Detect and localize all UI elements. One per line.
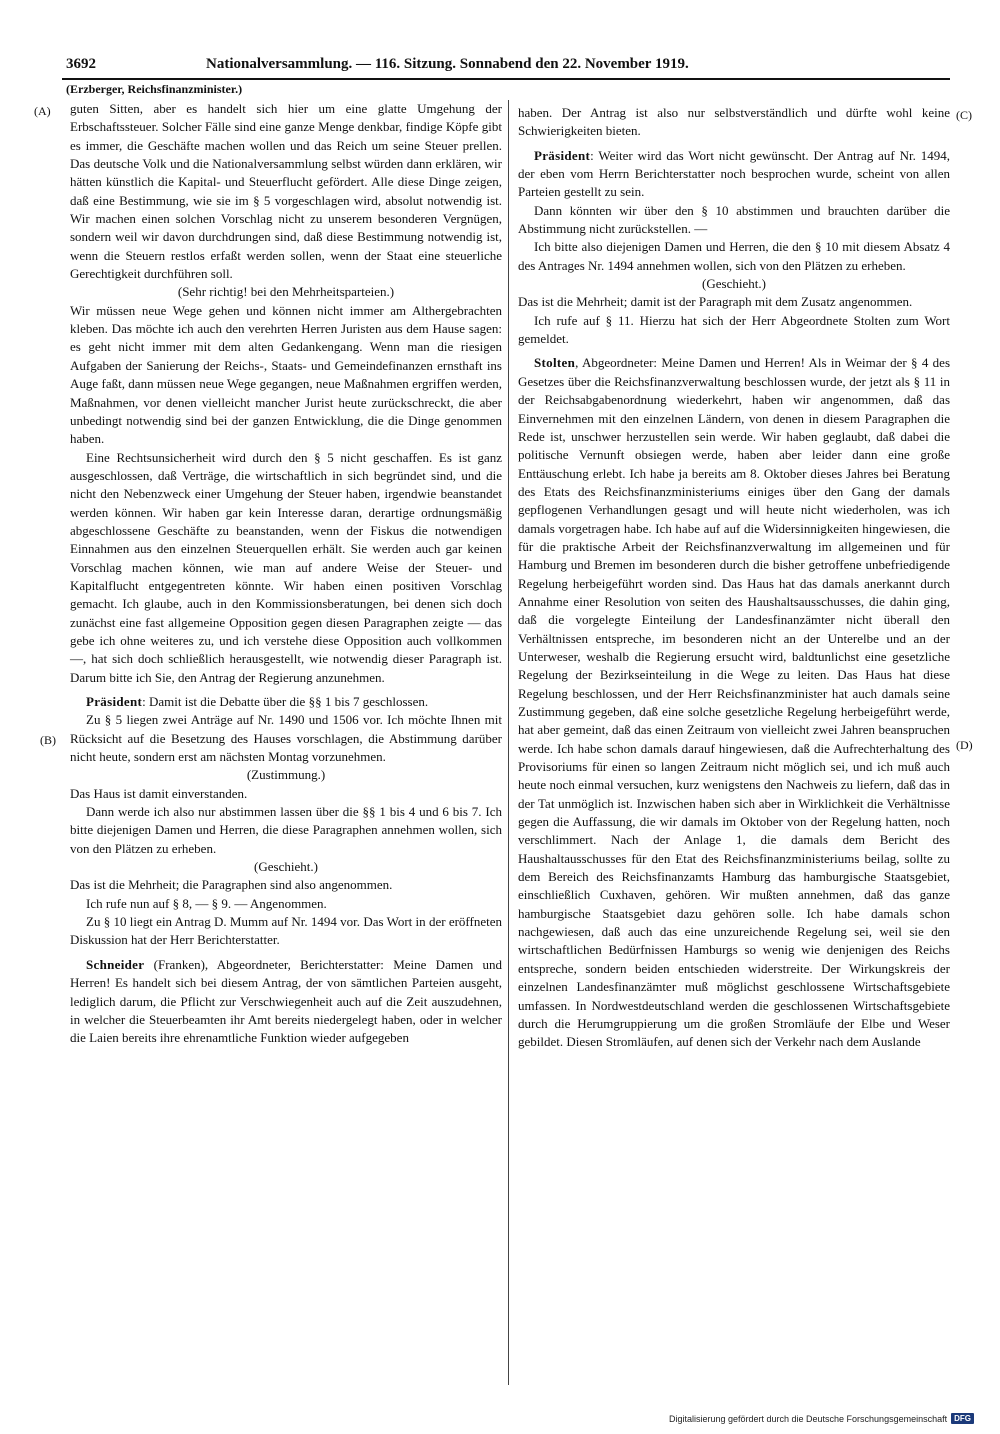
paragraph: guten Sitten, aber es handelt sich hier um eine glatte Umgehung der Erbschaftssteuer. Solcher Fälle sind eine ganze Menge denkbar, findige Köpfe gibt es immer, die Geschäfte machen wollen und das Reich um seine Steuer prellen. Das deutsche Volk und die Nationalversammlung selbst würden dann erklären, wir hätten künstlich die Kapital- und Steuerflucht gefördert. Alle diese Dinge zeigen, daß eine Bestimmung, wie sie im § 5 vorgeschlagen wird, absolut notwendig ist. Wir machen einen solchen Vorschlag nicht zu unserem besonderen Vergnügen, sondern weil wir davon durchdrungen sind, daß diese Bestimmung notwendig ist, wenn die Steuern restlos erfaßt werden sollen, wenn der Staat eine steuerliche Gerechtigkeit durchführen soll. bbox=[70, 101, 502, 282]
paragraph-stolten: Stolten, Abgeordneter: Meine Damen und Herren! Als in Weimar der § 4 des Gesetzes über die Reichsfinanzverwaltung beschlossen wurde, der jetzt als § 11 in der Reichsabgabenordnung wiederkehrt, haben wir angenommen, daß das Einvernehmen mit den einzelnen Ländern, von denen in diesem Paragraphen die Rede ist, unschwer herzustellen sein werde. Wir haben geglaubt, daß dabei die politische Vernunft obsiegen werde, haben aber leider dann eine große Enttäuschung erlebt. Ich habe ja bereits am 8. Oktober dieses Jahres bei Beratung des Etats des Reichsfinanzministeriums einiges über den Gang der damals gepflogenen Verhandlungen gesagt und will heute nicht wiederholen, was ich damals vorgetragen habe. Ich habe auf auf die Widersinnigkeiten hingewiesen, die für die praktische Arbeit der Reichsfinanzverwaltung im allgemeinen und für Hamburg und Bremen im besonderen durch die bisher getroffene unbefriedigende Regelung herbeigeführt worden sind. Das Haus hat das damals anerkannt durch Annahme einer Resolution von seiten des Haushaltsausschusses, die dahin ging, daß die vorgelegte Einteilung der Landesfinanzämter nicht überall den Verhältnissen entspreche, im besonderen nicht an der Unterelbe und an der Unterweser, weshalb die Regierung ersucht wird, baldtunlichst eine gesetzliche Regelung der Bezirkseinteilung in die Wege zu leiten. Das Haus hat diese Regelung beschlossen, und der Herr Reichsfinanzminister hat auch damals seine Zustimmung gegeben, daß eine solche gesetzliche Regelung herbeigeführt werde, hat aber gemeint, daß das einen Zeitraum von vielleicht zwei Jahren beanspruchen werde. Ich habe schon damals darauf hingewiesen, daß die Aufrechterhaltung des Provisoriums für einen so langen Zeitraum nicht möglich sei, und ich muß auch heute noch einmal versuchen, kurz wenigstens den Nachweis zu liefern, daß das in der Tat unmöglich ist. Inzwischen haben sich aber in Wirklichkeit die Verhältnisse gegen die Auffassung, die wir damals im Oktober von der Regelung hatten, noch verschlimmert. Nach der Anlage 1, die damals dem Bericht des Haushaltausschusses für den Etat des Reichsfinanzministeriums beilag, sollte zu dem Bereich des Reichsfinanzamts Hamburg das hamburgische Staatsgebiet, einschließlich Cuxhaven, gehören. Wir mußten annehmen, daß das ganze hamburgische Staatsgebiet dazu gehören solle. Ich habe damals schon nachgewiesen, daß auch das eine unzureichende Regelung sei, weil sie den wirtschaftlichen Bedürfnissen Hamburgs so wenig wie denjenigen des Reichs entspreche, sondern beiden entschieden widerstreite. Der Wirkungskreis der einzelnen Landesfinanzämter muß möglichst geschlossene Wirtschaftsgebiete umfassen. In Nordwestdeutschland werden die geschlossenen Wirtschaftsgebiete durch die Herumgruppierung um die großen Stromläufe der Elbe und Weser gebildet. Diesen Stromläufen, auf denen sich der Verkehr nach dem Auslande bbox=[518, 355, 950, 1050]
paragraph: Das ist die Mehrheit; damit ist der Paragraph mit dem Zusatz angenommen. bbox=[518, 294, 913, 310]
paragraph: Ich rufe nun auf § 8, — § 9. — Angenommen. bbox=[86, 895, 327, 911]
margin-marker-b: (B) bbox=[40, 733, 56, 747]
interjection: (Sehr richtig! bei den Mehrheitsparteien.) bbox=[177, 284, 395, 300]
paragraph-president: Präsident: Weiter wird das Wort nicht gewünscht. Der Antrag auf Nr. 1494, der eben vom Herrn Berichterstatter noch besprochen wurde, scheint von allen Parteien gestellt zu sein. bbox=[518, 147, 950, 200]
paragraph-president: Präsident: Damit ist die Debatte über die §§ 1 bis 7 geschlossen. bbox=[86, 694, 429, 709]
header-rule bbox=[62, 78, 950, 80]
paragraph: Wir müssen neue Wege gehen und können nicht immer am Althergebrachten kleben. Das möchte ich auch den verehrten Herren Juristen aus dem Hause sagen: es geht nicht immer mit dem alten Gedankengang. Wenn man die riesigen Aufgaben der Sanierung der Reichs-, Staats- und Gemeindefinanzen ernsthaft ins Auge faßt, dann müssen neue Wege gegangen, neue Maßnahmen ergriffen werden, Maßnahmen, vor denen vielleicht mancher Jurist heute zurückschreckt, die aber unbedingt notwendig sind bei der ganzen Entwicklung, die die Dinge genommen haben. bbox=[70, 302, 502, 447]
column-rule bbox=[508, 100, 509, 1385]
running-title: Nationalversammlung. — 116. Sitzung. Sonnabend den 22. November 1919. bbox=[206, 56, 689, 72]
footer-text: Digitalisierung gefördert durch die Deutsche Forschungsgemeinschaft bbox=[668, 1413, 948, 1424]
paragraph: Zu § 10 liegt ein Antrag D. Mumm auf Nr. 1494 vor. Das Wort in der eröffneten Diskussion hat der Herr Berichterstatter. bbox=[70, 914, 502, 948]
paragraph: haben. Der Antrag ist also nur selbstverständlich und dürfte wohl keine Schwierigkeiten bieten. bbox=[518, 105, 950, 139]
margin-marker-c: (C) bbox=[956, 108, 972, 122]
page-header bbox=[66, 56, 946, 78]
footer-credit bbox=[669, 1413, 974, 1424]
interjection: (Zustimmung.) bbox=[246, 767, 326, 783]
right-column bbox=[518, 104, 950, 1052]
margin-marker-d: (D) bbox=[956, 738, 973, 752]
margin-marker-a: (A) bbox=[34, 104, 51, 118]
paragraph: Eine Rechtsunsicherheit wird durch den § 5 nicht geschaffen. Es ist ganz ausgeschlossen, daß Verträge, die wirtschaftlich in sich begründet sind, und die nicht den Nebenzweck einer Umgehung der Steuer haben, irgendwie beanstandet werden können. Wir haben gar kein Interesse daran, derartige ordnungsmäßig abgeschlossene Geschäfte zu beanstanden, wenn der Fiskus die notwendigen Einnahmen aus den einzelnen Steuerquellen erhält. Sie werden auch gar keinen Vorschlag machen können, wie man auf andere Weise der Steuer- und Kapitalflucht entgegentreten könnte. Wir haben einen positiven Vorschlag gemacht. Ich glaube, auch in den Kommissionsberatungen, bei denen sich doch zunächst eine fast allgemeine Opposition gegen diesen Paragraphen zeigte — das gebe ich ohne weiteres zu, und ich verstehe diese Opposition auch vollkommen —, hat sich doch schließlich herausgestellt, wie notwendig dieser Paragraph ist. Darum bitte ich Sie, den Antrag der Regierung anzunehmen. bbox=[70, 449, 502, 685]
speaker-heading: (Erzberger, Reichsfinanzminister.) bbox=[66, 82, 243, 96]
paragraph: Das ist die Mehrheit; die Paragraphen sind also angenommen. bbox=[70, 877, 393, 893]
paragraph-schneider: Schneider (Franken), Abgeordneter, Berichterstatter: Meine Damen und Herren! Es handelt sich bei diesem Antrag, der von sämtlichen Parteien ausgeht, lediglich darum, die Pflicht zur Verschwiegenheit auch auf die Zeit auszudehnen, in welcher die Steuerbeamten ihr Amt bereits niedergelegt haben, oder in welcher die Laien bereits ihre ehrenamtliche Funktion wieder aufgegeben bbox=[70, 956, 502, 1046]
interjection: (Geschieht.) bbox=[702, 276, 766, 292]
dfg-logo: DFG bbox=[951, 1413, 974, 1424]
paragraph: Zu § 5 liegen zwei Anträge auf Nr. 1490 und 1506 vor. Ich möchte Ihnen mit Rücksicht auf die Besetzung des Hauses vorschlagen, die Abstimmung darüber nicht heute, sondern erst am nächsten Montag vorzunehmen. bbox=[70, 712, 502, 765]
paragraph: Dann könnten wir über den § 10 abstimmen und brauchten darüber die Abstimmung nicht zurückstellen. — bbox=[518, 202, 950, 237]
interjection: (Geschieht.) bbox=[254, 859, 318, 875]
page-number: 3692 bbox=[66, 56, 96, 72]
left-column bbox=[70, 100, 502, 1048]
paragraph: Das Haus ist damit einverstanden. bbox=[70, 785, 248, 801]
paragraph: Ich rufe auf § 11. Hierzu hat sich der Herr Abgeordnete Stolten zum Wort gemeldet. bbox=[518, 312, 950, 347]
paragraph: Ich bitte also diejenigen Damen und Herren, die den § 10 mit diesem Absatz 4 des Antrages Nr. 1494 annehmen wollen, sich von den Plätzen zu erheben. bbox=[518, 239, 950, 273]
paragraph: Dann werde ich also nur abstimmen lassen über die §§ 1 bis 4 und 6 bis 7. Ich bitte diejenigen Damen und Herren, die diese Paragraphen annehmen wollen, sich von den Plätzen zu erheben. bbox=[70, 804, 502, 856]
